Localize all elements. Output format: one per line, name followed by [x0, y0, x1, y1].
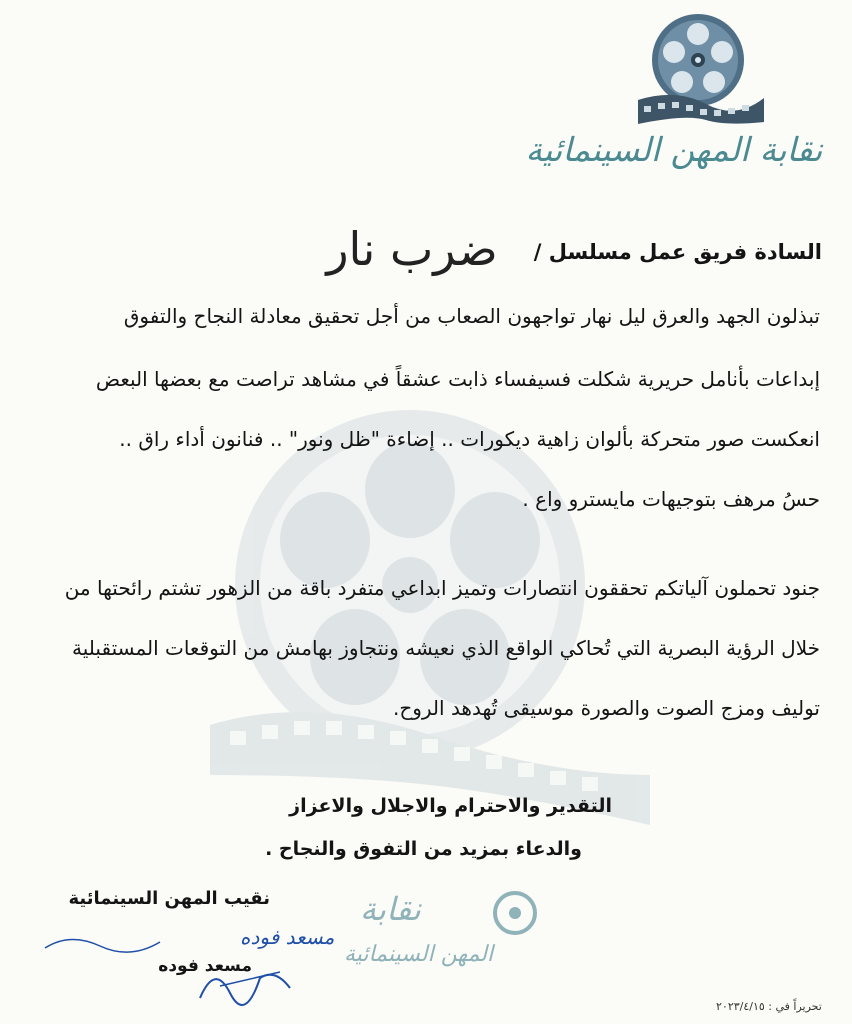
paragraph-line: إبداعات بأنامل حريرية شكلت فسيفساء ذابت عشقاً في مشاهد تراصت مع بعضها البعض [95, 367, 820, 391]
film-reel-logo-icon [636, 8, 766, 128]
signatory-title: نقيب المهن السينمائية [68, 888, 270, 909]
addressee-line [326, 222, 822, 276]
handwritten-signature [40, 912, 335, 962]
body-paragraph-2 [20, 578, 820, 728]
organization-name: نقابة المهن السينمائية [525, 130, 823, 169]
signatory-name: مسعد فوده [158, 956, 252, 976]
paragraph-line: توليف ومزج الصوت والصورة موسيقى تُهدهد الروح. [392, 696, 820, 720]
addressee-label: السادة فريق عمل مسلسل / [533, 240, 822, 264]
signature-scribble [190, 958, 300, 1008]
handwritten-name: مسعد فوده [240, 925, 335, 949]
signature-block [40, 888, 335, 976]
stamp-reel-icon [490, 888, 540, 938]
paragraph-line: تبذلون الجهد والعرق ليل نهار تواجهون الصعاب من أجل تحقيق معادلة النجاح والتفوق [123, 304, 820, 328]
issue-date: تحريراً في : ٢٠٢٣/٤/١٥ [716, 1000, 822, 1013]
paragraph-line: خلال الرؤية البصرية التي تُحاكي الواقع الذي نعيشه ونتجاوز بهامش من التوقعات المستقبلية [72, 636, 820, 660]
closing-line-1: التقدير والاحترام والاجلال والاعزاز [289, 795, 612, 817]
stamp-text-line-1: نقابة [360, 890, 421, 928]
official-stamp [330, 880, 580, 1000]
paragraph-line: انعكست صور متحركة بألوان زاهية ديكورات .. إضاءة "ظل ونور" .. فنانون أداء راق .. [119, 427, 820, 451]
syndicate-logo [636, 8, 766, 128]
paragraph-line: جنود تحملون آلياتكم تحققون انتصارات وتميز ابداعي متفرد باقة من الزهور تشتم رائحتها من [64, 576, 820, 600]
series-title: ضرب نار [326, 222, 498, 276]
paragraph-line: حسُ مرهف بتوجيهات مايسترو واع . [522, 487, 820, 511]
body-paragraph-1 [20, 306, 820, 519]
stamp-text-line-2: المهن السينمائية [344, 942, 494, 967]
closing-line-2: والدعاء بمزيد من التفوق والنجاح . [265, 838, 582, 860]
